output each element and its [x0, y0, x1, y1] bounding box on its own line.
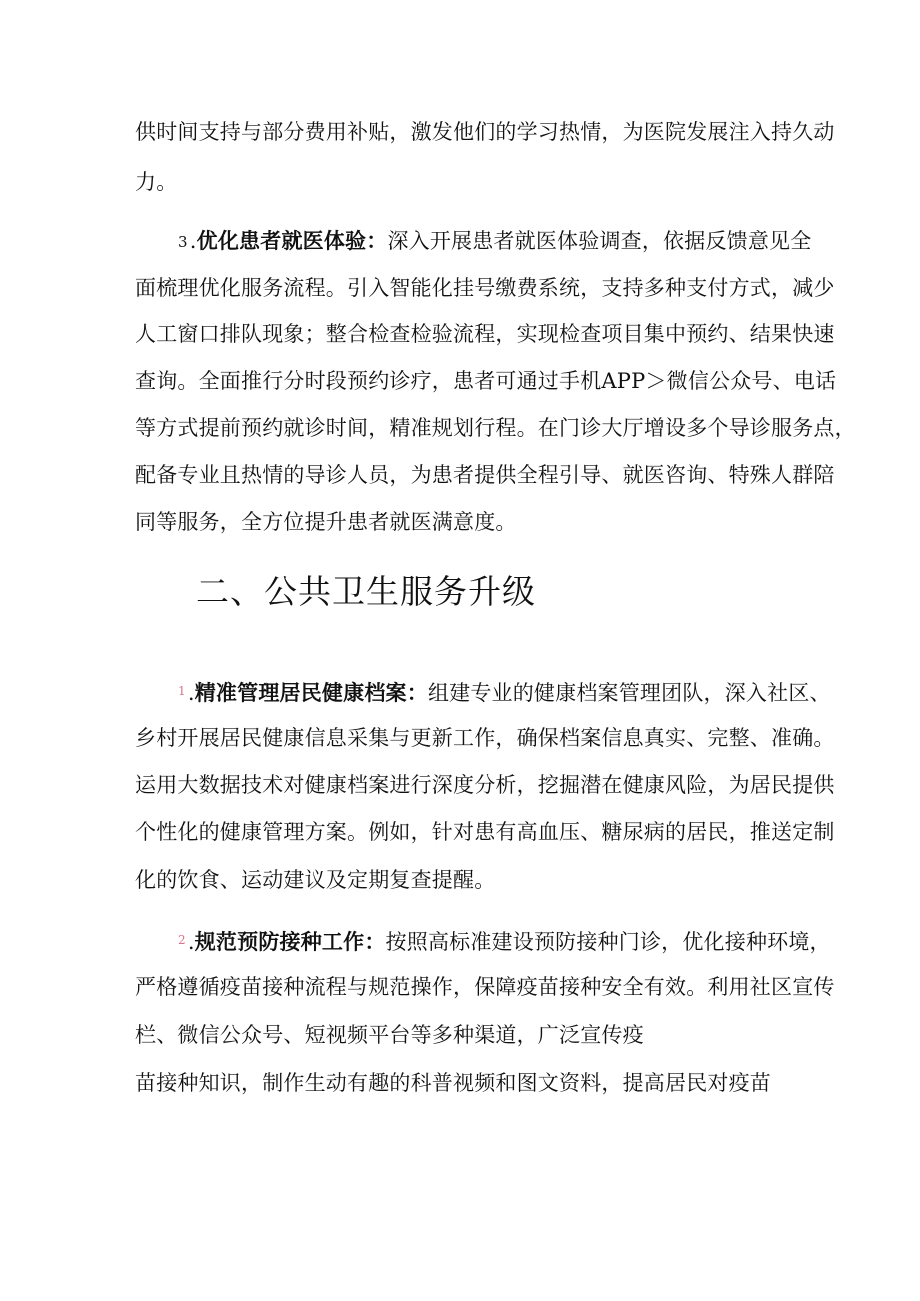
- paragraph-line: 乡村开展居民健康信息采集与更新工作，确保档案信息真实、完整、准确。: [135, 726, 835, 750]
- paragraph-line: 面梳理优化服务流程。引入智能化挂号缴费系统，支持多种支付方式，减少: [135, 276, 835, 300]
- paragraph-line: 运用大数据技术对健康档案进行深度分析，挖掘潜在健康风险，为居民提供: [135, 773, 835, 797]
- list-item-number: 3: [178, 233, 188, 251]
- list-item-3-first-line: [178, 227, 811, 256]
- paragraph-line: 同等服务，全方位提升患者就医满意度。: [135, 510, 517, 534]
- paragraph-line: 苗接种知识，制作生动有趣的科普视频和图文资料，提高居民对疫苗: [135, 1071, 771, 1095]
- paragraph-line: 人工窗口排队现象；整合检查检验流程，实现检查项目集中预约、结果快速: [135, 322, 835, 346]
- list-item-number: 1: [178, 684, 186, 698]
- list-item-title: 规范预防接种工作：: [194, 930, 386, 954]
- paragraph-line: 栏、微信公众号、短视频平台等多种渠道，广泛宣传疫: [135, 1023, 644, 1047]
- list-item-dot: .: [187, 930, 195, 954]
- paragraph-line: 严格遵循疫苗接种流程与规范操作，保障疫苗接种安全有效。利用社区宣传: [135, 975, 835, 999]
- paragraph-line: 查询。全面推行分时段预约诊疗，患者可通过手机APP＞微信公众号、电话: [135, 369, 837, 393]
- list-item-title: 精准管理居民健康档案：: [194, 681, 428, 705]
- paragraph-line: 供时间支持与部分费用补贴，激发他们的学习热情，为医院发展注入持久动: [135, 120, 835, 144]
- list-item-1-first-line: [178, 677, 831, 707]
- paragraph-line: 等方式提前预约就诊时间，精准规划行程。在门诊大厅增设多个导诊服务点，: [135, 416, 856, 440]
- list-item-dot: .: [187, 681, 195, 705]
- paragraph-line: 力。: [135, 170, 178, 194]
- list-item-text: 深入开展患者就医体验调查，依据反馈意见全: [387, 229, 812, 253]
- list-item-number: 2: [178, 933, 186, 947]
- paragraph-line: 配备专业且热情的导诊人员，为患者提供全程引导、就医咨询、特殊人群陪: [135, 463, 835, 487]
- list-item-dot: .: [189, 229, 197, 253]
- list-item-text: 按照高标准建设预防接种门诊，优化接种环境，: [385, 930, 831, 954]
- list-item-text: 组建专业的健康档案管理团队，深入社区、: [427, 681, 831, 705]
- list-item-title: 优化患者就医体验：: [196, 229, 388, 253]
- paragraph-line: 化的饮食、运动建议及定期复查提醒。: [135, 868, 496, 892]
- list-item-2-first-line: [178, 926, 831, 956]
- section-heading: 二、公共卫生服务升级: [196, 572, 536, 611]
- paragraph-line: 个性化的健康管理方案。例如，针对患有高血压、糖尿病的居民，推送定制: [135, 820, 835, 844]
